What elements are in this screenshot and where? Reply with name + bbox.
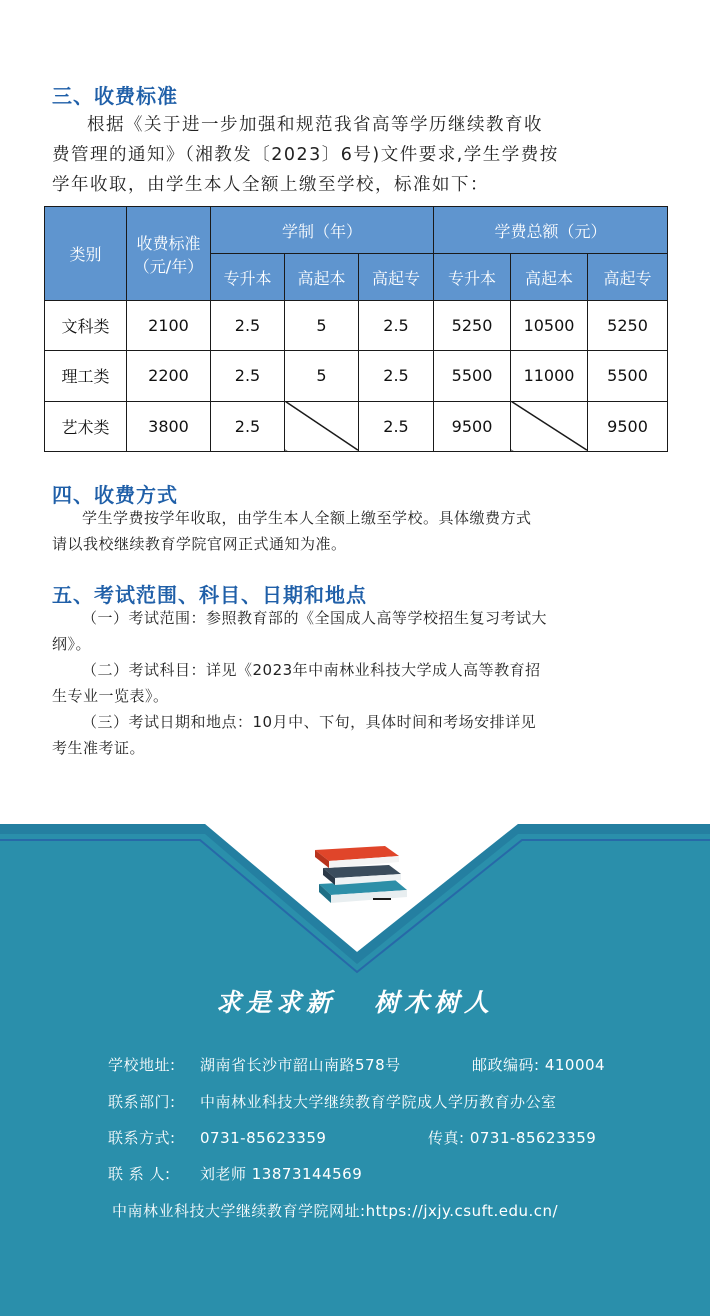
exam-item-line: （二）考试科目：详见《2023年中南林业科技大学成人高等教育招 [82, 661, 541, 679]
table-cell: 5500 [588, 351, 668, 401]
table-cell: 9500 [434, 401, 511, 451]
website-link[interactable]: https://jxjy.csuft.edu.cn/ [365, 1202, 559, 1220]
contact-value: 刘老师 13873144569 [200, 1165, 363, 1183]
table-row [45, 351, 668, 401]
table-row [45, 301, 668, 351]
motto-right: 树木树人 [374, 988, 495, 1017]
section-3-title: 三、收费标准 [52, 84, 178, 108]
not-applicable-cell [511, 401, 588, 451]
address-value: 湖南省长沙市韶山南路578号 [200, 1056, 401, 1074]
fax-label: 传真: [428, 1129, 465, 1147]
paragraph-line: 根据《关于进一步加强和规范我省高等学历继续教育收 [87, 115, 543, 135]
books-icon [313, 840, 413, 906]
paragraph-line: 学生学费按学年收取，由学生本人全额上缴至学校。具体缴费方式 [82, 509, 532, 527]
table-cell: 2.5 [211, 301, 285, 351]
header-sub: 专升本 [434, 254, 511, 301]
table-cell: 11000 [511, 351, 588, 401]
paragraph-line: 费管理的通知》（湘教发〔2023〕6号)文件要求,学生学费按 [52, 145, 559, 165]
contact-row [108, 1163, 362, 1184]
paragraph-line: 学年收取，由学生本人全额上缴至学校，标准如下： [52, 175, 489, 195]
header-sub: 高起专 [588, 254, 668, 301]
table-cell: 10500 [511, 301, 588, 351]
paragraph-line: 请以我校继续教育学院官网正式通知为准。 [52, 535, 347, 553]
cell-category: 文科类 [45, 301, 127, 351]
header-sub: 高起本 [285, 254, 359, 301]
department-label: 联系部门: [108, 1093, 176, 1111]
table-cell: 5500 [434, 351, 511, 401]
cell-standard: 3800 [127, 401, 211, 451]
fax-value: 0731-85623359 [469, 1129, 597, 1147]
table-cell: 5250 [588, 301, 668, 351]
table-cell: 5 [285, 351, 359, 401]
exam-item-line: 纲》。 [52, 635, 92, 653]
header-category: 类别 [45, 207, 127, 301]
section-4-title: 四、收费方式 [52, 483, 178, 507]
cell-standard: 2100 [127, 301, 211, 351]
cell-standard: 2200 [127, 351, 211, 401]
header-sub: 高起本 [511, 254, 588, 301]
exam-item-line: （三）考试日期和地点：10月中、下旬，具体时间和考场安排详见 [82, 713, 537, 731]
section-5-title: 五、考试范围、科目、日期和地点 [52, 583, 367, 607]
department-value: 中南林业科技大学继续教育学院成人学历教育办公室 [200, 1093, 557, 1111]
phone-label: 联系方式: [108, 1129, 176, 1147]
motto [0, 983, 710, 1019]
table-cell: 2.5 [359, 401, 434, 451]
postcode-row [472, 1054, 605, 1075]
fax-row [428, 1127, 596, 1148]
phone-value: 0731-85623359 [200, 1129, 327, 1147]
exam-item-line: 考生准考证。 [52, 739, 146, 757]
table-cell: 2.5 [359, 351, 434, 401]
cell-category: 艺术类 [45, 401, 127, 451]
table-cell: 5250 [434, 301, 511, 351]
table-cell: 9500 [588, 401, 668, 451]
table-row [45, 401, 668, 451]
fee-table [44, 206, 668, 452]
table-cell: 2.5 [211, 401, 285, 451]
table-cell: 2.5 [211, 351, 285, 401]
address-label: 学校地址: [108, 1056, 176, 1074]
table-cell: 5 [285, 301, 359, 351]
exam-item-line: （一）考试范围：参照教育部的《全国成人高等学校招生复习考试大 [82, 609, 548, 627]
header-sub: 高起专 [359, 254, 434, 301]
contact-label: 联 系 人: [108, 1165, 171, 1183]
section-4-paragraph [52, 505, 662, 557]
website-label: 中南林业科技大学继续教育学院网址: [112, 1202, 366, 1220]
cell-category: 理工类 [45, 351, 127, 401]
header-total: 学费总额（元） [434, 207, 668, 254]
postcode-value: 410004 [544, 1056, 606, 1074]
department-row [108, 1091, 557, 1112]
website-row [112, 1200, 558, 1221]
motto-left: 求是求新 [215, 988, 336, 1017]
table-cell: 2.5 [359, 301, 434, 351]
header-duration: 学制（年） [211, 207, 434, 254]
exam-item-line: 生专业一览表》。 [52, 687, 169, 705]
address-row [108, 1054, 401, 1075]
header-sub: 专升本 [211, 254, 285, 301]
section-3-paragraph [52, 110, 662, 200]
phone-row [108, 1127, 326, 1148]
not-applicable-cell [285, 401, 359, 451]
header-standard: 收费标准（元/年） [127, 207, 211, 301]
postcode-label: 邮政编码: [472, 1056, 540, 1074]
section-5-paragraph [52, 605, 662, 761]
